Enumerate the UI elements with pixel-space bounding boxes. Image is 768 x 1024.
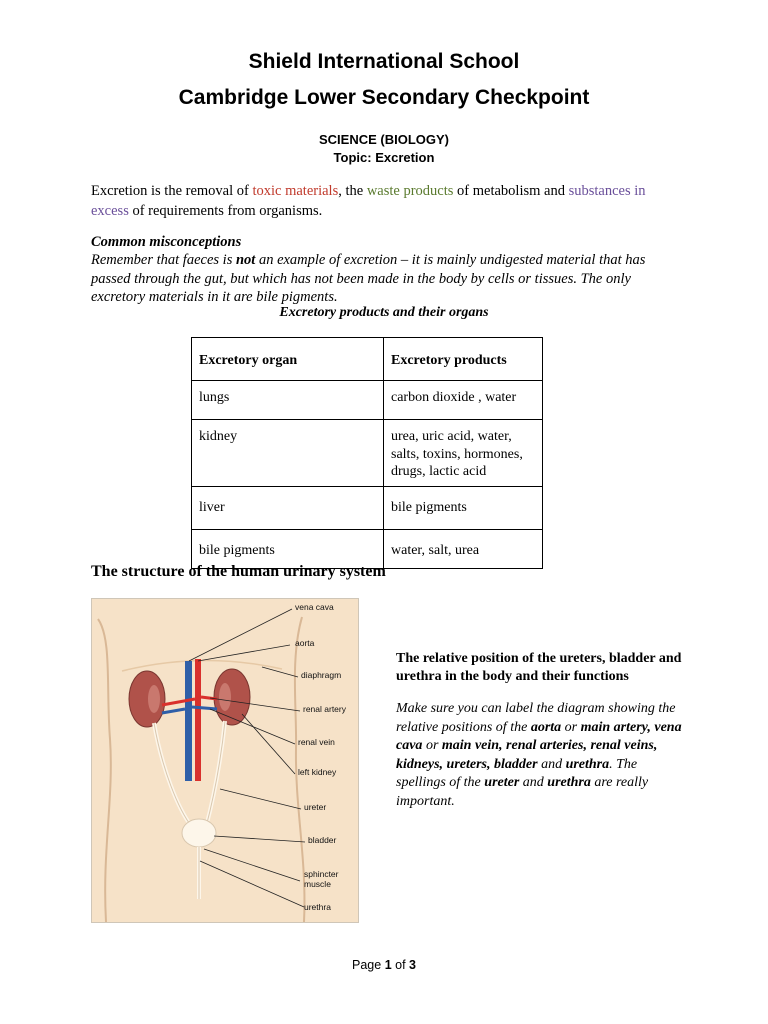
side-bold-term: ureter xyxy=(484,775,520,790)
side-text: or xyxy=(561,719,581,735)
toxic-materials-highlight: toxic materials xyxy=(252,183,339,199)
side-text: and xyxy=(519,775,548,790)
school-name: Shield International School xyxy=(248,50,520,73)
misconceptions-title: Common misconceptions xyxy=(91,234,242,250)
intro-text: , the xyxy=(338,183,367,199)
side-text: and xyxy=(537,756,566,772)
diagram-label-sphincter-muscle: sphincter muscle xyxy=(304,869,339,889)
misconceptions-text: an example of excretion – it is mainly undigested material that has passed through the gut, but which has not been made in the body by cells or tissues. The only excretory materials in it are bile pigments. xyxy=(91,252,646,305)
left-kidney-pelvis xyxy=(219,683,231,711)
page-number xyxy=(0,958,768,972)
urinary-system-diagram xyxy=(91,598,359,923)
diagram-side-body xyxy=(396,700,686,811)
products-cell: bile pigments xyxy=(384,487,543,530)
vena-cava-vessel xyxy=(185,661,192,781)
products-cell: carbon dioxide , water xyxy=(384,381,543,420)
aorta-vessel xyxy=(195,659,201,781)
topic-heading: Topic: Excretion xyxy=(333,150,435,165)
diagram-side-title: The relative position of the ureters, bladder and urethra in the body and their functions xyxy=(396,651,682,684)
subject-heading: SCIENCE (BIOLOGY) xyxy=(318,132,449,147)
organ-cell: bile pigments xyxy=(192,530,384,569)
page-prefix: Page xyxy=(352,958,385,972)
intro-paragraph xyxy=(91,181,681,221)
intro-text: of metabolism and xyxy=(453,183,569,199)
intro-text: of requirements from organisms. xyxy=(128,203,323,219)
side-text: are really important. xyxy=(396,775,649,809)
bladder-organ xyxy=(182,819,216,847)
products-cell: urea, uric acid, water, salts, toxins, hormones, drugs, lactic acid xyxy=(384,420,543,487)
renal-vein-left xyxy=(192,707,217,709)
table-header-row xyxy=(192,338,543,381)
side-bold-term: urethra xyxy=(565,756,610,772)
ureter-left xyxy=(206,721,225,827)
diagram-label-left-kidney: left kidney xyxy=(298,767,337,777)
column-header-organ: Excretory organ xyxy=(192,338,384,381)
misconceptions-body xyxy=(91,251,681,307)
misconceptions-emphasis: not xyxy=(235,252,256,268)
section-title: The structure of the human urinary system xyxy=(91,563,386,580)
organ-cell: kidney xyxy=(192,420,384,487)
table-row xyxy=(192,487,543,530)
diagram-label-renal-vein: renal vein xyxy=(298,737,335,747)
diagram-label-bladder: bladder xyxy=(308,835,337,845)
leader-lines xyxy=(189,609,305,907)
diagram-label-renal-artery: renal artery xyxy=(303,704,346,714)
side-bold-term: aorta xyxy=(530,719,562,735)
diaphragm-line xyxy=(122,660,282,671)
diagram-label-aorta: aorta xyxy=(295,638,315,648)
table-row xyxy=(192,381,543,420)
right-kidney-pelvis xyxy=(148,685,160,713)
intro-text: Excretion is the removal of xyxy=(91,183,253,199)
products-cell: water, salt, urea xyxy=(384,530,543,569)
organ-cell: lungs xyxy=(192,381,384,420)
diagram-label-diaphragm: diaphragm xyxy=(301,670,342,680)
table-row xyxy=(192,420,543,487)
excretory-table xyxy=(191,337,543,569)
total-pages: 3 xyxy=(409,958,416,972)
substances-in-excess-highlight: substances in excess xyxy=(91,183,646,219)
torso-left-edge xyxy=(98,619,111,922)
page-of: of xyxy=(391,958,410,972)
side-text: . The spellings of the xyxy=(396,756,638,790)
waste-products-highlight: waste products xyxy=(366,183,454,199)
exam-title: Cambridge Lower Secondary Checkpoint xyxy=(178,86,590,109)
side-bold-term: main vein, renal arteries, renal veins, kidneys, ureters, bladder xyxy=(396,738,658,772)
column-header-products: Excretory products xyxy=(384,338,543,381)
side-bold-term: urethra xyxy=(547,775,591,790)
diagram-label-urethra: urethra xyxy=(304,902,331,912)
diagram-label-ureter: ureter xyxy=(304,802,327,812)
current-page: 1 xyxy=(384,958,392,972)
misconceptions-text: Remember that faeces is xyxy=(91,252,236,268)
side-bold-term: main artery, vena cava xyxy=(396,719,682,753)
diagram-label-vena-cava: vena cava xyxy=(295,602,334,612)
side-text: or xyxy=(422,738,442,753)
organ-cell: liver xyxy=(192,487,384,530)
side-text: Make sure you can label the diagram showing the relative positions of the xyxy=(396,701,676,735)
table-caption: Excretory products and their organs xyxy=(279,305,489,320)
renal-vein-right xyxy=(162,709,185,713)
